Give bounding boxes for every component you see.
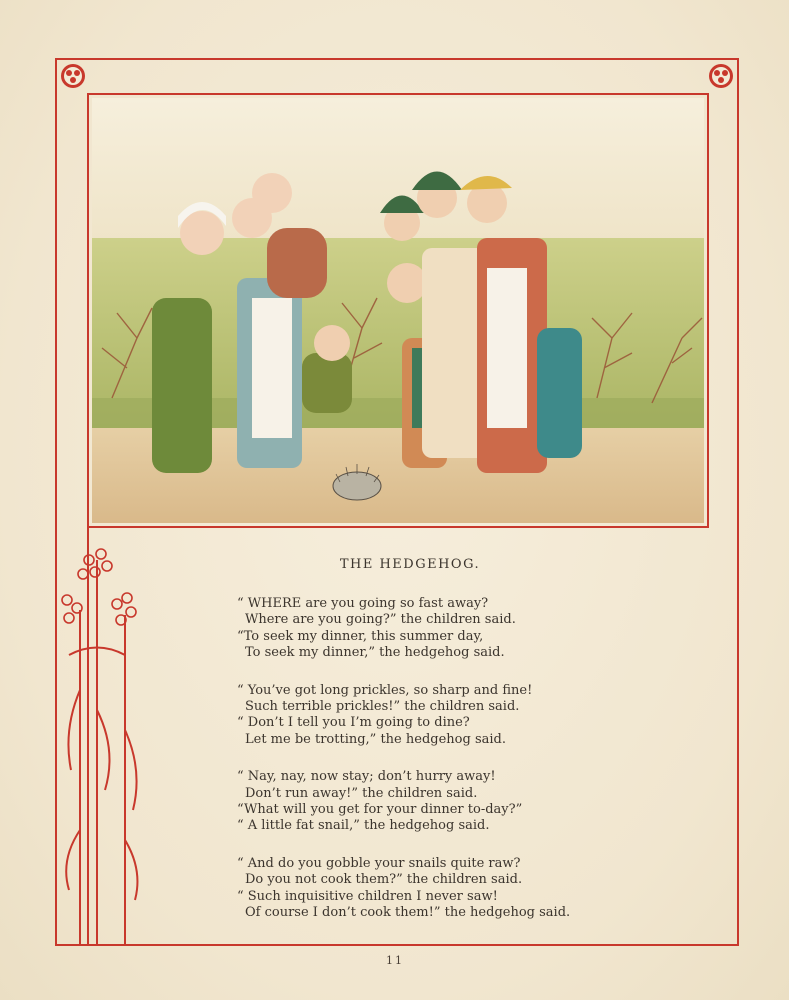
stanza <box>237 596 657 662</box>
verse-line: “ You’ve got long prickles, so sharp and fine! <box>237 682 533 698</box>
verse-line: “ Don’t I tell you I’m going to dine? <box>237 715 470 731</box>
corner-ornament-icon <box>706 61 736 91</box>
verse-line: To seek my dinner,” the hedgehog said. <box>245 645 505 661</box>
stanza <box>237 856 657 922</box>
verse-line: “ WHERE are you going so fast away? <box>237 596 489 611</box>
verse-line: Such terrible prickles!” the children said. <box>245 699 520 715</box>
corner-ornament-icon <box>58 61 88 91</box>
verse-line: “ And do you gobble your snails quite raw? <box>237 855 521 871</box>
decorative-plant-icon <box>55 530 145 946</box>
verse-line: Do you not cook them?” the children said. <box>245 872 523 888</box>
stanza <box>237 769 657 835</box>
verse-line: “ Such inquisitive children I never saw! <box>237 888 498 904</box>
page-number: 11 <box>386 954 404 967</box>
illustration-image <box>92 98 704 523</box>
verse-line: Don’t run away!” the children said. <box>245 785 478 801</box>
verse-line: Of course I don’t cook them!” the hedgehog said. <box>245 905 571 921</box>
verse-line: “To seek my dinner, this summer day, <box>237 628 484 644</box>
verse-line: “ A little fat snail,” the hedgehog said. <box>237 818 490 834</box>
verse-line: “ Nay, nay, now stay; don’t hurry away! <box>237 769 496 785</box>
poem-body <box>237 596 657 943</box>
verse-line: Where are you going?” the children said. <box>245 612 516 628</box>
poem-title: THE HEDGEHOG. <box>339 557 481 572</box>
verse-line: “What will you get for your dinner to-day?” <box>237 802 523 818</box>
stanza <box>237 683 657 749</box>
verse-line: Let me be trotting,” the hedgehog said. <box>245 731 506 747</box>
